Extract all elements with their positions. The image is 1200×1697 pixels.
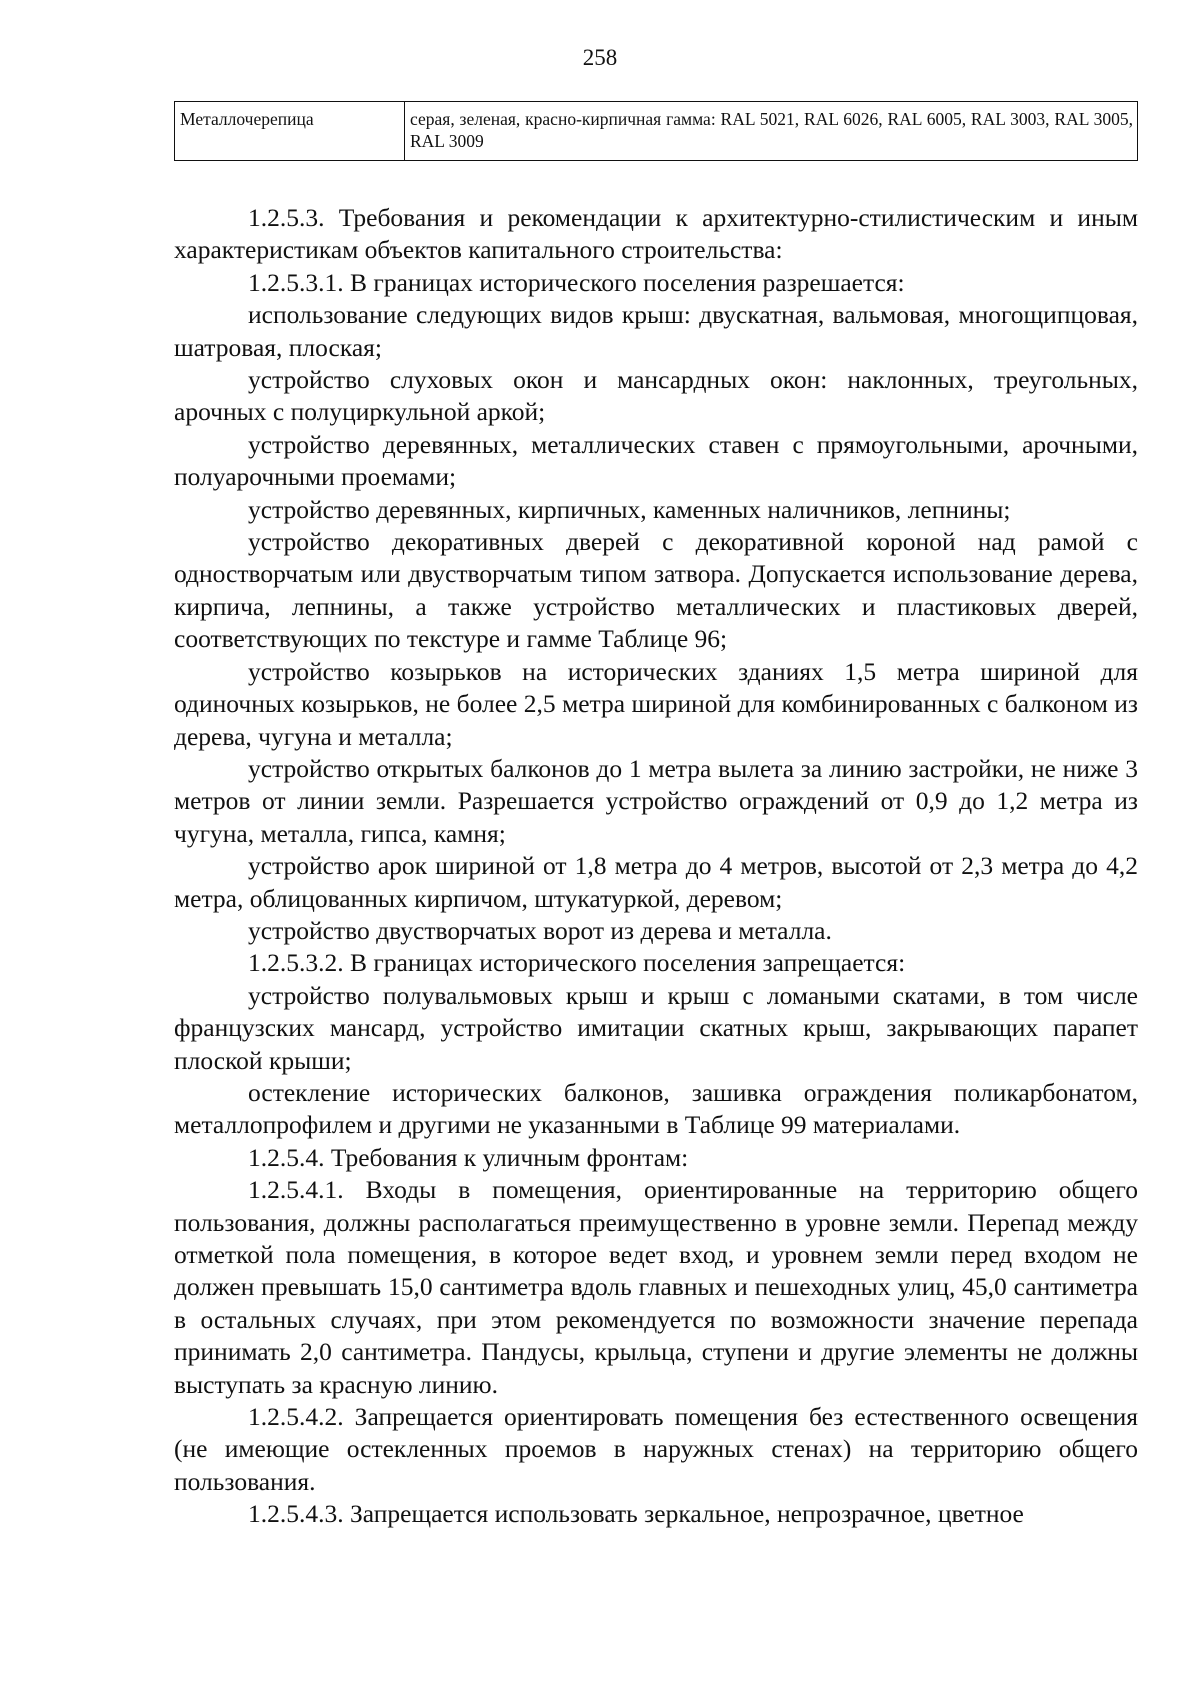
list-item: устройство деревянных, кирпичных, каменных наличников, лепнины; bbox=[248, 494, 1011, 524]
list-item: устройство деревянных, металлических ставен с прямоугольными, арочными, полуарочными проемами; bbox=[174, 429, 1138, 492]
list-item: устройство двустворчатых ворот из дерева и металла. bbox=[248, 915, 832, 945]
list-item: устройство козырьков на исторических зданиях 1,5 метра шириной для одиночных козырьков, не более 2,5 метра шириной для комбинированных с балконом из дерева, чугуна и металла; bbox=[174, 656, 1138, 751]
subsection-heading: 1.2.5.3.1. В границах исторического поселения разрешается: bbox=[248, 267, 905, 297]
list-item: устройство открытых балконов до 1 метра вылета за линию застройки, не ниже 3 метров от линии земли. Разрешается устройство ограждений от 0,9 до 1,2 метра из чугуна, металла, гипса, камня; bbox=[174, 753, 1138, 848]
document-body bbox=[174, 202, 1138, 1531]
paragraph: 1.2.5.4.3. Запрещается использовать зеркальное, непрозрачное, цветное bbox=[248, 1499, 1024, 1529]
list-item: устройство декоративных дверей с декоративной короной над рамой с одностворчатым или двустворчатым типом затвора. Допускается использование дерева, кирпича, лепнины, а также устройство металлических и пластиковых дверей, соответствующих по текстуре и гамме Таблице 96; bbox=[174, 527, 1138, 654]
section-heading: 1.2.5.3. Требования и рекомендации к архитектурно-стилистическим и иным характеристикам объектов капитального строительства: bbox=[174, 203, 1138, 265]
paragraph: 1.2.5.4.1. Входы в помещения, ориентированные на территорию общего пользования, должны располагаться преимущественно в уровне земли. Перепад между отметкой пола помещения, в которое ведет вход, и уровнем земли перед входом не должен превышать 15,0 сантиметра вдоль главных и пешеходных улиц, 45,0 сантиметра в остальных случаях, при этом рекомендуется по возможности значение перепада принимать 2,0 сантиметра. Пандусы, крыльца, ступени и другие элементы не должны выступать за красную линию. bbox=[174, 1175, 1138, 1399]
section-heading: 1.2.5.4. Требования к уличным фронтам: bbox=[248, 1142, 689, 1172]
table-row bbox=[175, 102, 1138, 161]
list-item: остекление исторических балконов, зашивка ограждения поликарбонатом, металлопрофилем и другими не указанными в Таблице 99 материалами. bbox=[174, 1077, 1138, 1140]
materials-table bbox=[174, 101, 1138, 161]
list-item: устройство слуховых окон и мансардных окон: наклонных, треугольных, арочных с полуциркульной аркой; bbox=[174, 365, 1138, 427]
table-cell-material: Металлочерепица bbox=[175, 102, 405, 161]
subsection-heading: 1.2.5.3.2. В границах исторического поселения запрещается: bbox=[248, 948, 906, 978]
page-number: 258 bbox=[582, 45, 618, 70]
list-item: устройство арок шириной от 1,8 метра до 4 метров, высотой от 2,3 метра до 4,2 метра, облицованных кирпичом, штукатуркой, деревом; bbox=[174, 851, 1138, 913]
table-cell-colors: серая, зеленая, красно-кирпичная гамма: RAL 5021, RAL 6026, RAL 6005, RAL 3003, RAL 3005, RAL 3009 bbox=[405, 102, 1138, 161]
list-item: устройство полувальмовых крыш и крыш с ломаными скатами, в том числе французских мансард, устройство имитации скатных крыш, закрывающих парапет плоской крыши; bbox=[174, 980, 1138, 1075]
list-item: использование следующих видов крыш: двускатная, вальмовая, многощипцовая, шатровая, плоская; bbox=[174, 300, 1138, 362]
paragraph: 1.2.5.4.2. Запрещается ориентировать помещения без естественного освещения (не имеющие остекленных проемов в наружных стенах) на территорию общего пользования. bbox=[174, 1402, 1138, 1496]
